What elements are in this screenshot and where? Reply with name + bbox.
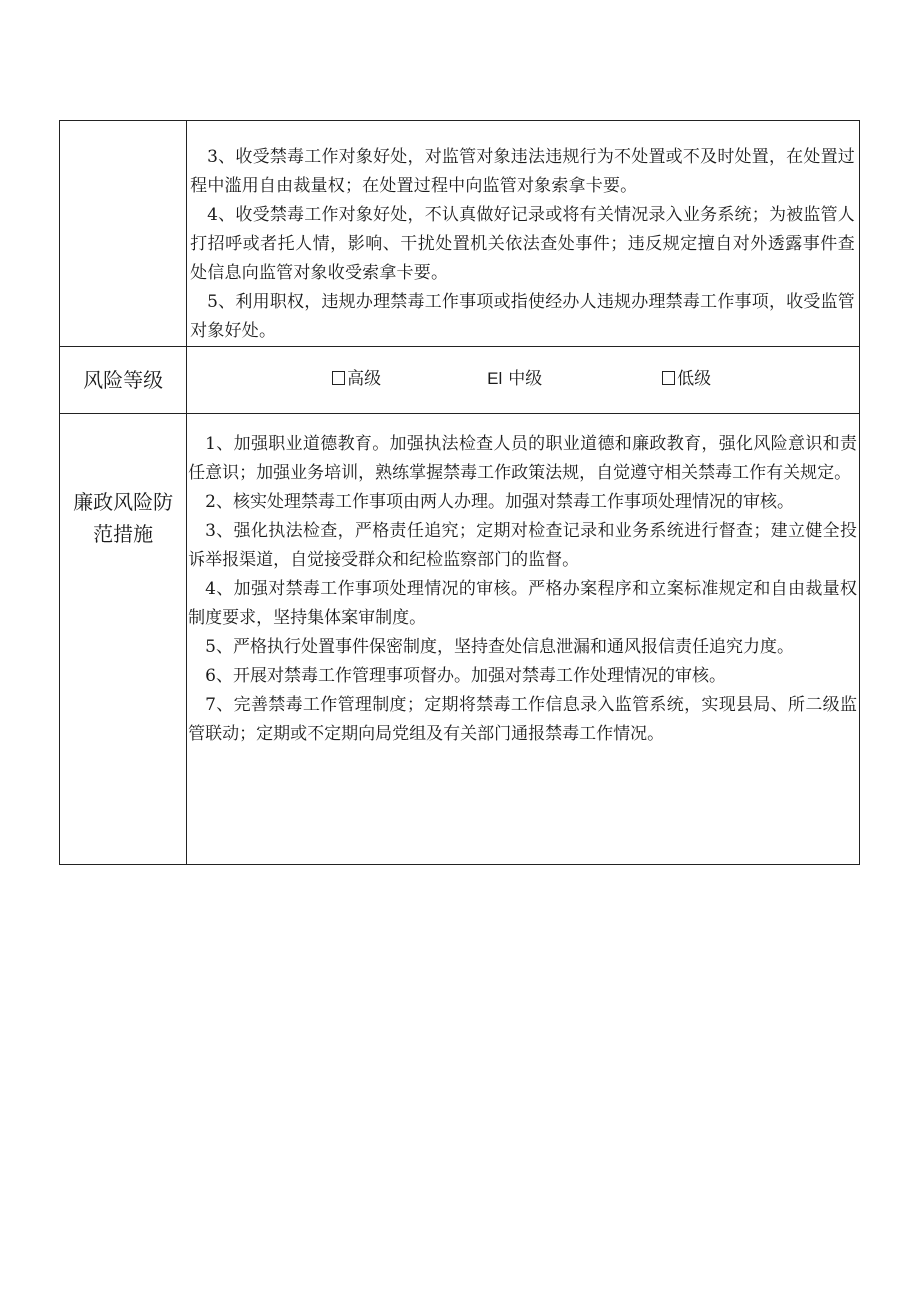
checkbox-empty-icon[interactable] (332, 371, 345, 385)
risk-table (59, 120, 860, 865)
checkbox-empty-icon[interactable] (662, 371, 675, 385)
level-low-label: 低级 (677, 369, 712, 389)
level-mid-option[interactable] (487, 368, 542, 390)
measure-4: 4、加强对禁毒工作事项处理情况的审核。严格办案程序和立案标准规定和自由裁量权制度要求，坚持集体案审制度。 (188, 579, 857, 628)
level-high-option[interactable] (332, 368, 381, 390)
measure-5: 5、严格执行处置事件保密制度，坚持查处信息泄漏和通风报信责任追究力度。 (205, 637, 794, 657)
risk-level-label: 风险等级 (60, 347, 187, 414)
measure-7: 7、完善禁毒工作管理制度；定期将禁毒工作信息录入监管系统，实现县局、所二级监管联动；定期或不定期向局党组及有关部门通报禁毒工作情况。 (188, 695, 857, 744)
risk-points-label-cell (60, 121, 187, 347)
measure-6: 6、开展对禁毒工作管理事项督办。加强对禁毒工作处理情况的审核。 (205, 666, 726, 686)
checkbox-checked-icon[interactable]: El (487, 369, 503, 388)
level-mid-label: 中级 (508, 369, 543, 389)
measures-row (60, 414, 860, 865)
risk-level-options-cell (187, 347, 860, 414)
measure-3: 3、强化执法检查，严格责任追究；定期对检查记录和业务系统进行督查；建立健全投诉举报渠道，自觉接受群众和纪检监察部门的监督。 (188, 521, 857, 570)
measure-1: 1、加强职业道德教育。加强执法检查人员的职业道德和廉政教育，强化风险意识和责任意识；加强业务培训，熟练掌握禁毒工作政策法规，自觉遵守相关禁毒工作有关规定。 (188, 434, 857, 483)
risk-points-row (60, 121, 860, 347)
measures-label: 廉政风险防范措施 (73, 490, 174, 546)
risk-points-content-cell (187, 121, 860, 347)
measure-2: 2、核实处理禁毒工作事项由两人办理。加强对禁毒工作事项处理情况的审核。 (205, 492, 794, 512)
risk-point-4: 4、收受禁毒工作对象好处，不认真做好记录或将有关情况录入业务系统；为被监管人打招呼或者托人情，影响、干扰处置机关依法查处事件；违反规定擅自对外透露事件查处信息向监管对象收受索拿卡要。 (190, 205, 855, 283)
risk-point-5: 5、利用职权，违规办理禁毒工作事项或指使经办人违规办理禁毒工作事项，收受监管对象好处。 (190, 292, 855, 341)
risk-level-row (60, 347, 860, 414)
measures-label-cell (60, 414, 187, 865)
risk-point-3: 3、收受禁毒工作对象好处，对监管对象违法违规行为不处置或不及时处置，在处置过程中滥用自由裁量权；在处置过程中向监管对象索拿卡要。 (190, 147, 855, 196)
level-low-option[interactable] (662, 368, 711, 390)
level-high-label: 高级 (347, 369, 382, 389)
measures-content-cell (187, 414, 860, 865)
